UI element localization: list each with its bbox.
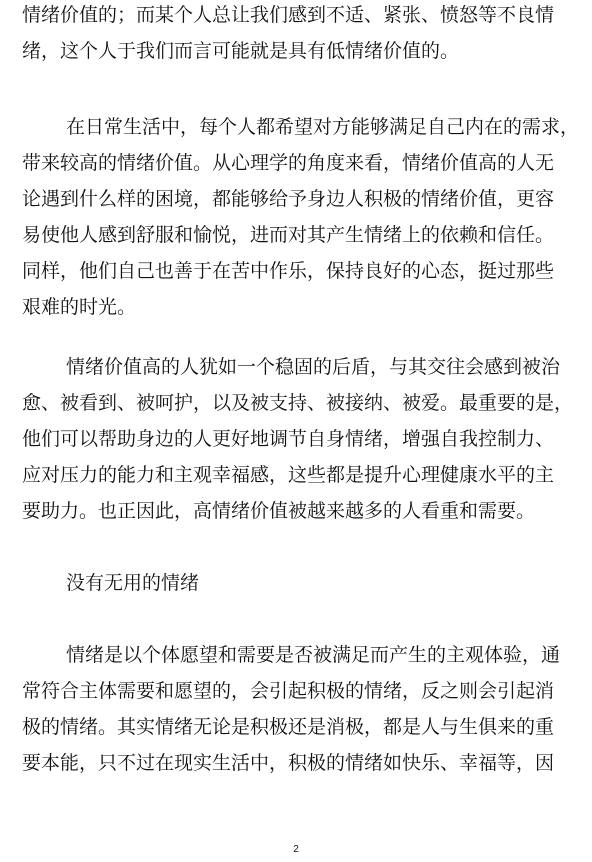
page-number: 2 [293,844,299,855]
text-line: 论遇到什么样的困境，都能够给予身边人积极的情绪价值，更容 [22,188,555,210]
text-line: 要本能，只不过在现实生活中，积极的情绪如快乐、幸福等，因 [22,752,555,774]
text-line: 在日常生活中，每个人都希望对方能够满足自己内在的需求， [66,116,580,138]
section-heading: 没有无用的情绪 [66,572,200,594]
text-line: 愈、被看到、被呵护，以及被支持、被接纳、被爱。最重要的是， [22,392,574,414]
text-line: 情绪是以个体愿望和需要是否被满足而产生的主观体验，通 [66,644,561,666]
text-line: 要助力。也正因此，高情绪价值被越来越多的人看重和需要。 [22,500,536,522]
text-line: 同样，他们自己也善于在苦中作乐，保持良好的心态，挺过那些 [22,260,555,282]
text-line: 带来较高的情绪价值。从心理学的角度来看，情绪价值高的人无 [22,152,555,174]
text-line: 情绪价值高的人犹如一个稳固的后盾，与其交往会感到被治 [66,356,561,378]
text-line: 极的情绪。其实情绪无论是积极还是消极，都是人与生俱来的重 [22,716,555,738]
text-line: 情绪价值的；而某个人总让我们感到不适、紧张、愤怒等不良情 [22,4,555,26]
text-line: 绪，这个人于我们而言可能就是具有低情绪价值的。 [22,40,460,62]
text-line: 艰难的时光。 [22,296,137,318]
text-line: 应对压力的能力和主观幸福感，这些都是提升心理健康水平的主 [22,464,555,486]
text-line: 常符合主体需要和愿望的，会引起积极的情绪，反之则会引起消 [22,680,555,702]
text-line: 他们可以帮助身边的人更好地调节自身情绪，增强自我控制力、 [22,428,555,450]
text-line: 易使他人感到舒服和愉悦，进而对其产生情绪上的依赖和信任。 [22,224,555,246]
